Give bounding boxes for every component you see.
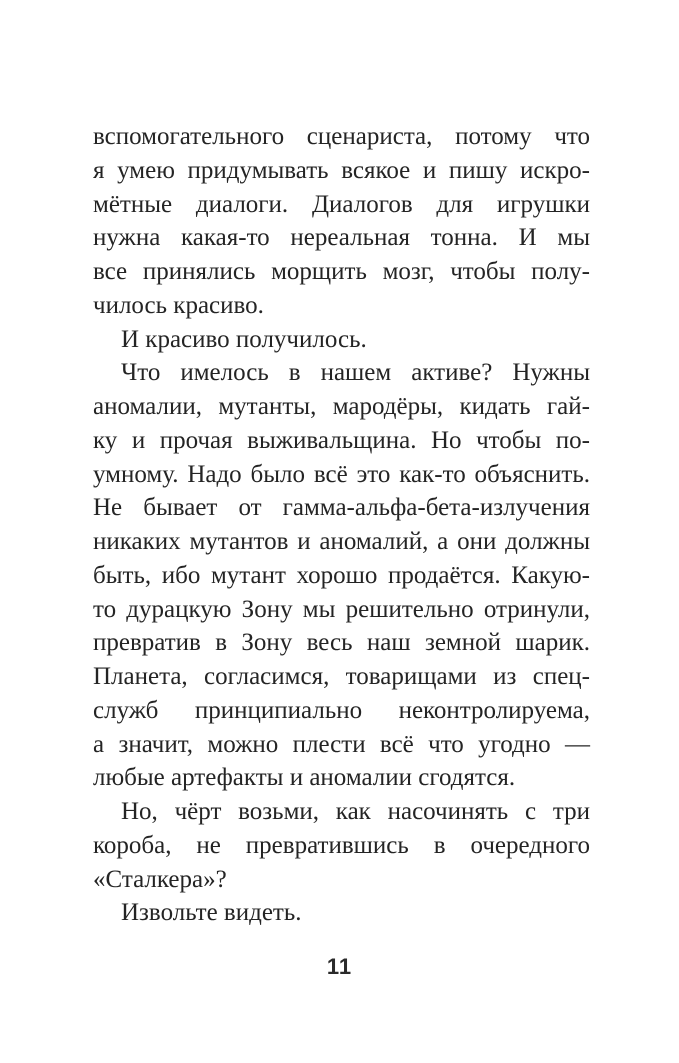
text-line: Что имелось в нашем активе? Нужны xyxy=(121,359,590,387)
text-line: Извольте видеть. xyxy=(121,899,302,927)
text-line: ку и прочая выживальщина. Но чтобы по- xyxy=(93,426,590,454)
text-line: быть, ибо мутант хорошо продаётся. Какую- xyxy=(93,561,590,589)
text-line: «Сталкера»? xyxy=(93,865,227,893)
text-line: короба, не превратившись в очередного xyxy=(93,831,590,859)
text-line: умному. Надо было всё это как-то объяснить. xyxy=(93,460,590,488)
page-number: 11 xyxy=(326,954,353,979)
text-line: Планета, согласимся, товарищами из спец- xyxy=(93,663,590,690)
text-line: я умею придумывать всякое и пишу искро- xyxy=(93,156,590,184)
text-line: Но, чёрт возьми, как насочинять с три xyxy=(121,798,590,825)
text-line: никаких мутантов и аномалий, а они должны xyxy=(93,528,590,555)
text-line: Не бывает от гамма-альфа-бета-излучения xyxy=(93,494,590,522)
text-line: а значит, можно плести всё что угодно — xyxy=(93,730,590,758)
text-line: чилось красиво. xyxy=(93,291,264,319)
text-line: аномалии, мутанты, мародёры, кидать гай- xyxy=(93,393,590,420)
text-line: все принялись морщить мозг, чтобы полу- xyxy=(93,258,590,285)
text-line: превратив в Зону весь наш земной шарик. xyxy=(93,629,590,657)
text-line: служб принципиально неконтролируема, xyxy=(93,696,590,724)
text-line: мётные диалоги. Диалогов для игрушки xyxy=(93,190,590,218)
text-line: любые артефакты и аномалии сгодятся. xyxy=(93,764,516,792)
page-text xyxy=(93,120,590,930)
text-line: вспомогательного сценариста, потому что xyxy=(93,123,590,150)
text-line: И красиво получилось. xyxy=(121,325,367,353)
text-line: то дурацкую Зону мы решительно отринули, xyxy=(93,595,590,623)
text-line: нужна какая-то нереальная тонна. И мы xyxy=(93,224,590,252)
